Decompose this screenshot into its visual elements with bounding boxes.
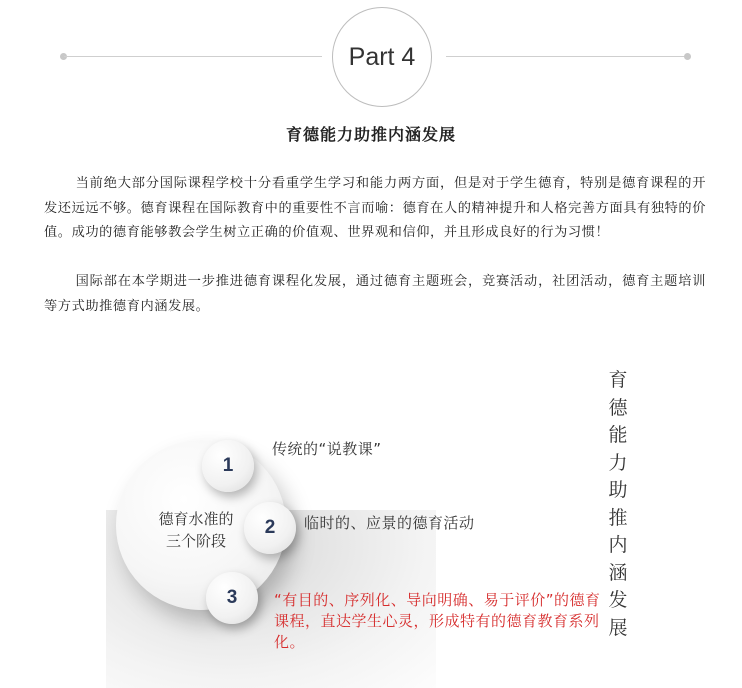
header-right-rule (446, 56, 688, 57)
center-label (136, 508, 256, 552)
header-right-dot (684, 53, 691, 60)
stage-1-number: 1 (202, 440, 254, 492)
stage-2-text: 临时的、应景的德育活动 (304, 514, 475, 532)
stage-3-number: 3 (206, 572, 258, 624)
stages-diagram (106, 350, 636, 688)
header-left-rule (64, 56, 322, 57)
section-title: 育德能力助推内涵发展 (285, 125, 456, 144)
body-paragraph-1: 当前绝大部分国际课程学校十分看重学生学习和能力两方面，但是对于学生德育，特别是德育课程的开发还远远不够。德育课程在国际教育中的重要性不言而喻：德育在人的精神提升和人格完善方面具有独特的价值。成功的德育能够教会学生树立正确的价值观、世界观和信仰，并且形成良好的行为习惯！ (44, 176, 706, 240)
part-badge (332, 7, 432, 107)
center-label-line2: 三个阶段 (165, 532, 226, 550)
body-paragraph-2: 国际部在本学期进一步推进德育课程化发展，通过德育主题班会，竞赛活动，社团活动，德育主题培训等方式助推德育内涵发展。 (44, 274, 706, 314)
stage-1-text: 传统的“说教课” (272, 440, 382, 458)
center-label-line1: 德育水准的 (158, 510, 234, 528)
stage-2-number: 2 (244, 502, 296, 554)
vertical-title: 育德能力助推内涵发展 (608, 369, 628, 639)
part-label: Part 4 (348, 42, 416, 71)
stage-3-text: “有目的、序列化、导向明确、易于评价”的德育课程，直达学生心灵，形成特有的德育教育系列化。 (274, 591, 601, 651)
